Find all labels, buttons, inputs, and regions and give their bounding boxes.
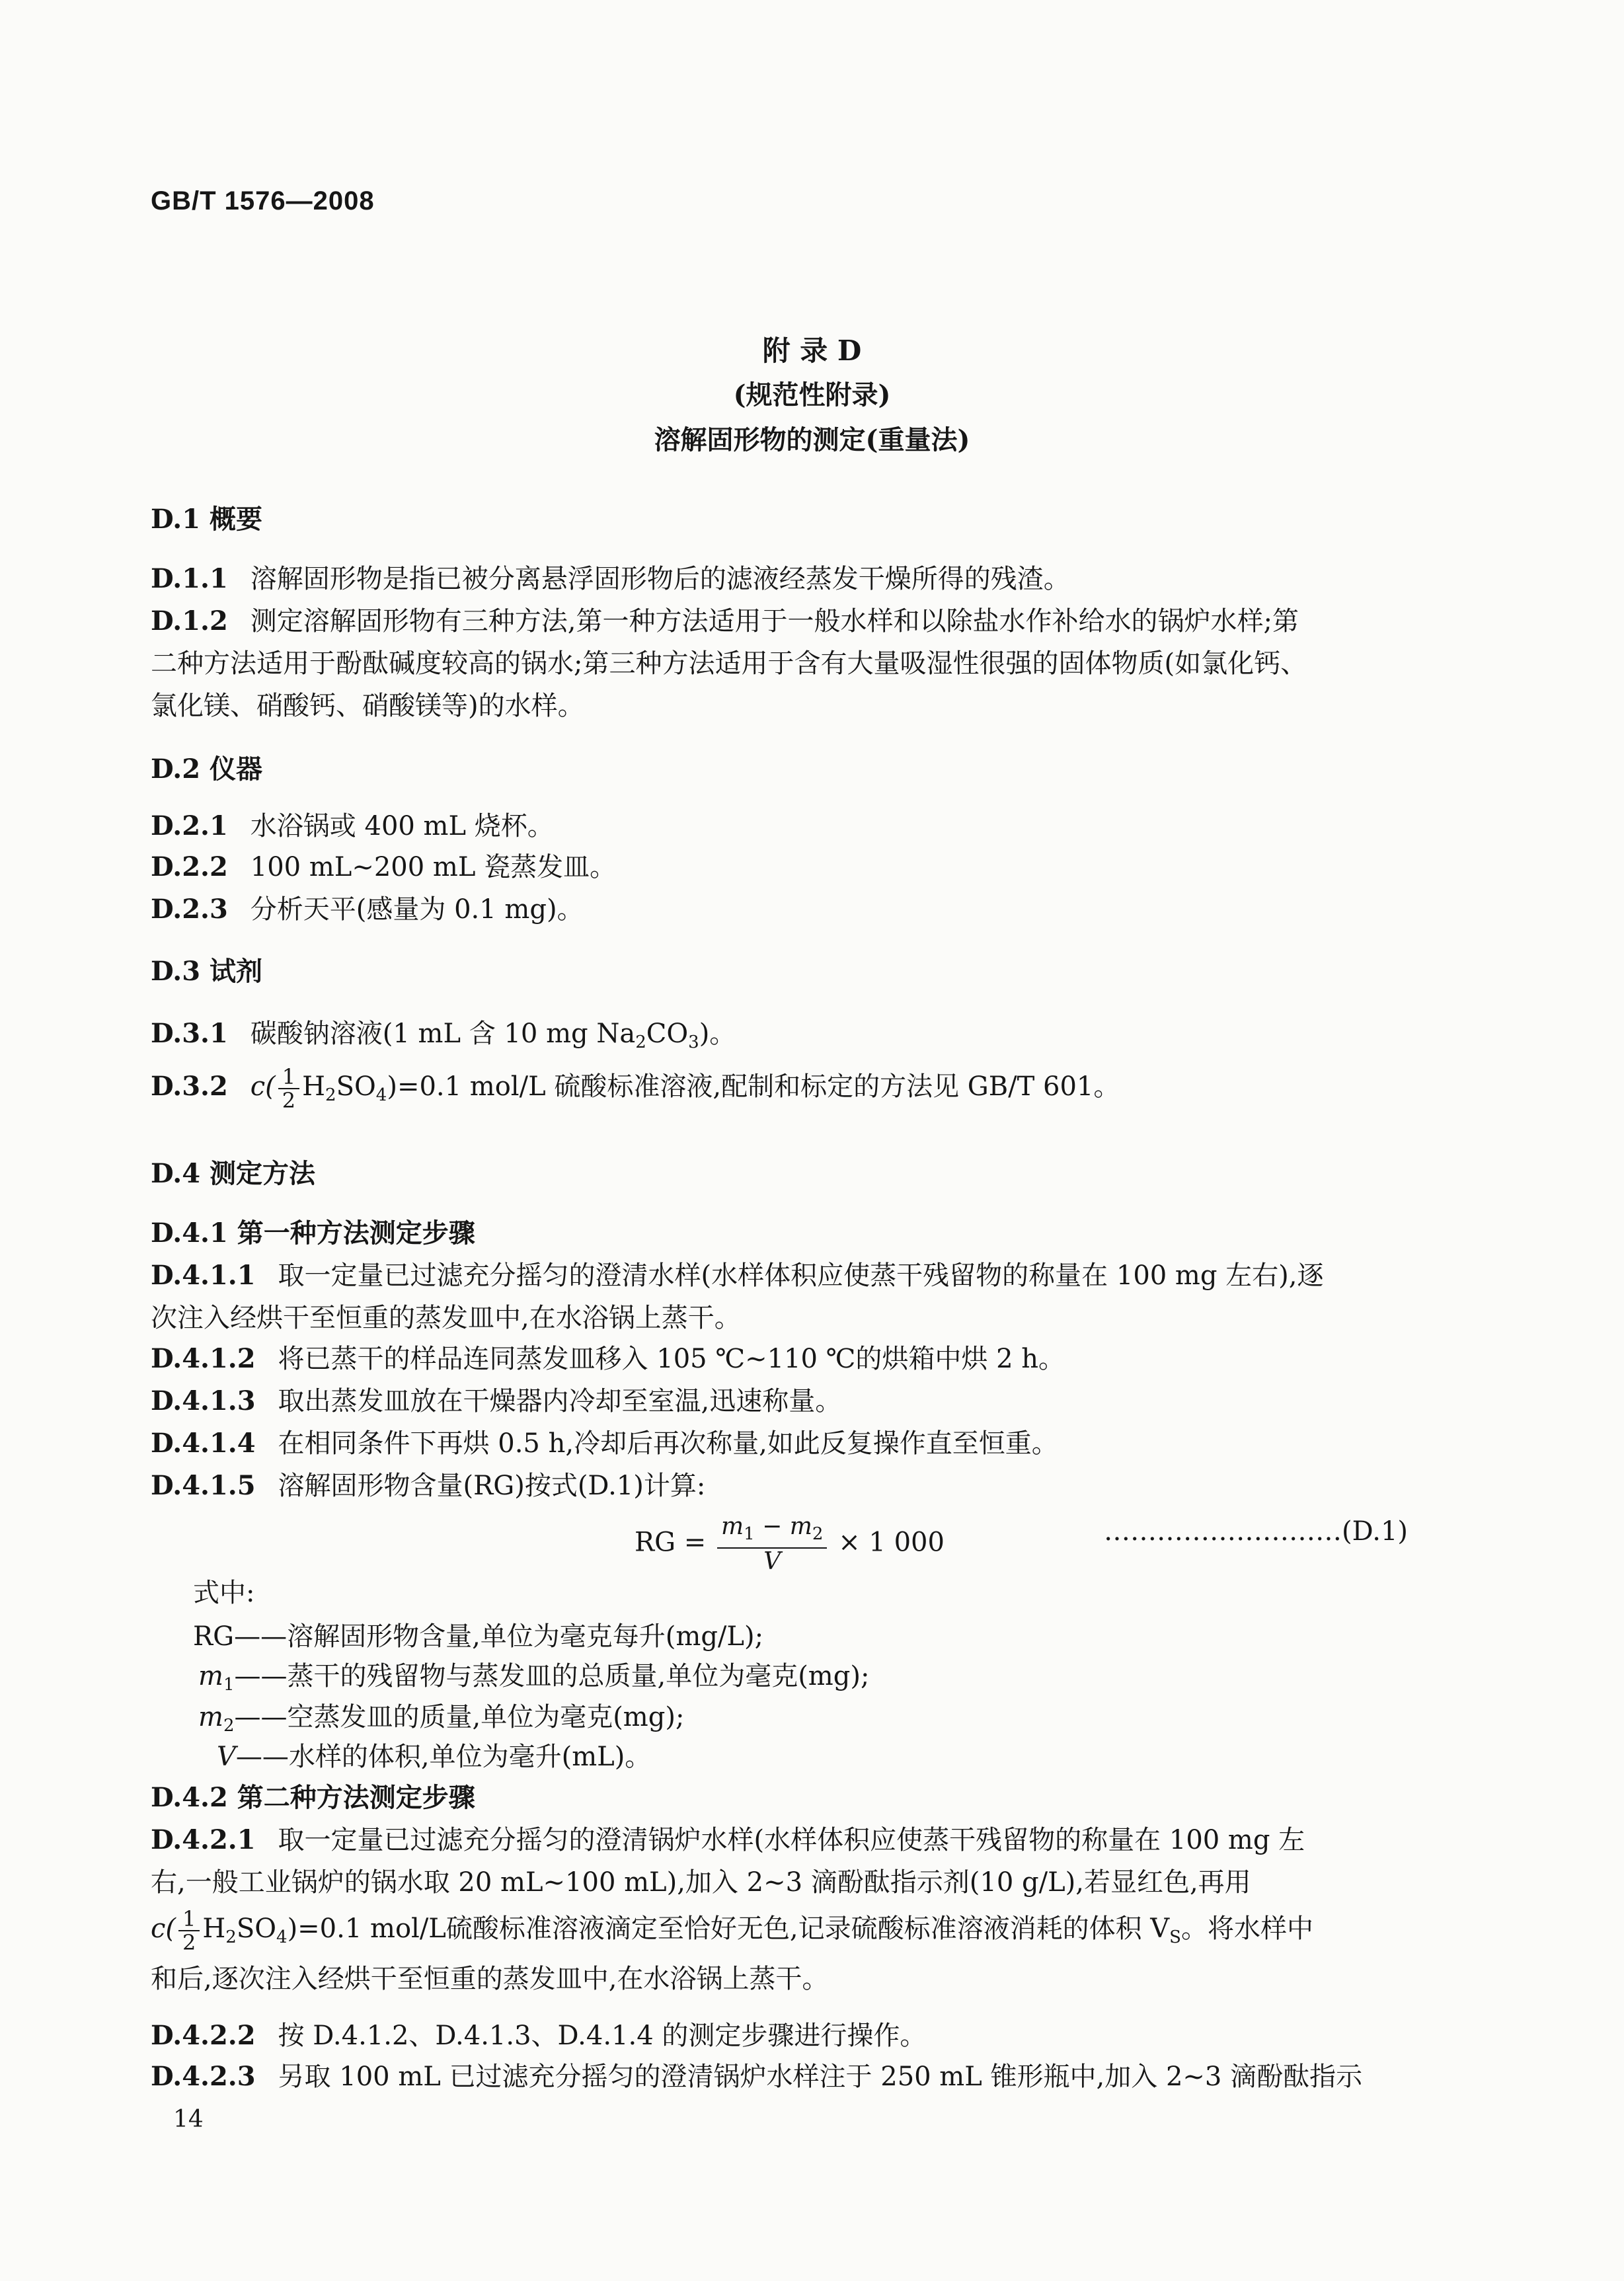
- paragraph-d2-3: [151, 894, 1479, 925]
- clause-text: 和后,逐次注入经烘干至恒重的蒸发皿中,在水浴锅上蒸干。: [151, 1964, 829, 1994]
- subscript: 2: [635, 1032, 646, 1052]
- clause-text: 次注入经烘干至恒重的蒸发皿中,在水浴锅上蒸干。: [151, 1303, 741, 1333]
- subsection-heading-d4-2: D.4.2 第二种方法测定步骤: [151, 1782, 475, 1813]
- where-label: 式中:: [193, 1578, 255, 1608]
- formula-text: H: [202, 1914, 226, 1944]
- paragraph-d2-2: [151, 851, 1479, 883]
- subscript: 4: [375, 1085, 387, 1105]
- clause-text: 右,一般工业锅炉的锅水取 20 mL~100 mL),加入 2~3 滴酚酞指示剂(10 g/L),若显红色,再用: [151, 1867, 1251, 1898]
- appendix-title: 附 录 D: [762, 334, 862, 367]
- clause-text: 氯化镁、硝酸钙、硝酸镁等)的水样。: [151, 691, 584, 721]
- clause-number: D.3.1: [151, 1018, 228, 1049]
- fraction-one-half: [278, 1065, 299, 1112]
- symbol-v: V: [763, 1548, 781, 1575]
- clause-text: )。: [699, 1019, 736, 1049]
- clause-number: D.4.1.4: [151, 1428, 256, 1459]
- clause-text: 。将水样中: [1180, 1914, 1313, 1944]
- clause-text: 取一定量已过滤充分摇匀的澄清锅炉水样(水样体积应使蒸干残留物的称量在 100 mg 左: [278, 1825, 1305, 1855]
- section-heading-d2: D.2 仪器: [151, 754, 262, 785]
- clause-text: 碳酸钠溶液(1 mL 含 10 mg Na: [250, 1019, 636, 1049]
- clause-text: 按 D.4.1.2、D.4.1.3、D.4.1.4 的测定步骤进行操作。: [278, 2021, 927, 2051]
- equation-lhs: RG =: [635, 1527, 707, 1558]
- page-number: 14: [173, 2106, 204, 2133]
- paragraph-d4-1-3: [151, 1385, 1479, 1417]
- section-heading-d1: D.1 概要: [151, 504, 262, 535]
- subscript: 2: [325, 1085, 336, 1105]
- subscript: 4: [276, 1927, 288, 1947]
- fraction-numerator: 1: [178, 1908, 200, 1931]
- paragraph-d4-1-1: [151, 1260, 1479, 1334]
- clause-text: )=0.1 mol/L硫酸标准溶液滴定至恰好无色,记录硫酸标准溶液消耗的体积 V: [287, 1914, 1170, 1944]
- variable-definition: ——水样的体积,单位为毫升(mL)。: [235, 1742, 652, 1772]
- paragraph-d3-1: [151, 1018, 1479, 1058]
- equation-numerator: [717, 1514, 827, 1549]
- equation-denominator: [717, 1549, 827, 1575]
- clause-number: D.4.1.1: [151, 1260, 256, 1291]
- symbol-v: V: [217, 1742, 236, 1772]
- concentration-symbol: c(: [151, 1914, 176, 1944]
- clause-number: D.2.2: [151, 851, 228, 882]
- clause-text: CO: [646, 1019, 689, 1049]
- standard-number: GB/T 1576—2008: [151, 186, 375, 215]
- clause-number: D.4.2.1: [151, 1824, 256, 1855]
- subscript: 1: [223, 1675, 235, 1695]
- paragraph-d4-1-2: [151, 1343, 1479, 1375]
- minus-sign: −: [754, 1513, 790, 1540]
- subscript: 2: [812, 1524, 824, 1544]
- formula-text: SO: [236, 1914, 277, 1944]
- fraction-one-half: [178, 1908, 200, 1954]
- clause-number: D.2.3: [151, 894, 228, 925]
- clause-text: 分析天平(感量为 0.1 mg)。: [250, 894, 584, 925]
- clause-text: 将已蒸干的样品连同蒸发皿移入 105 ℃~110 ℃的烘箱中烘 2 h。: [278, 1344, 1065, 1374]
- clause-number: D.2.1: [151, 810, 228, 841]
- equation-d1: [635, 1514, 945, 1575]
- appendix-name: 溶解固形物的测定(重量法): [654, 424, 970, 455]
- equation-fraction: [717, 1514, 827, 1575]
- paragraph-d4-1-4: [151, 1428, 1479, 1459]
- clause-text: 另取 100 mL 已过滤充分摇匀的澄清锅炉水样注于 250 mL 锥形瓶中,加入 2~3 滴酚酞指示: [278, 2062, 1363, 2092]
- clause-text: 在相同条件下再烘 0.5 h,冷却后再次称量,如此反复操作直至恒重。: [278, 1428, 1058, 1459]
- paragraph-d4-1-5: [151, 1470, 1479, 1502]
- variable-rg: RG——溶解固形物含量,单位为毫克每升(mg/L);: [193, 1621, 764, 1652]
- clause-text: 二种方法适用于酚酞碱度较高的锅水;第三种方法适用于含有大量吸湿性很强的固体物质(如氯化钙、: [151, 648, 1307, 679]
- clause-text: 水浴锅或 400 mL 烧杯。: [250, 811, 554, 841]
- subscript: 3: [688, 1032, 699, 1052]
- clause-number: D.3.2: [151, 1071, 228, 1102]
- subscript: 2: [225, 1927, 237, 1947]
- paragraph-d1-2: [151, 605, 1479, 722]
- variable-v: [217, 1741, 651, 1773]
- clause-text: )=0.1 mol/L 硫酸标准溶液,配制和标定的方法见 GB/T 601。: [387, 1071, 1120, 1102]
- clause-text: 溶解固形物是指已被分离悬浮固形物后的滤液经蒸发干燥所得的残渣。: [250, 564, 1070, 594]
- formula-text: H: [302, 1071, 326, 1102]
- symbol-m: m: [721, 1513, 744, 1540]
- fraction-numerator: 1: [278, 1065, 299, 1089]
- variable-m1: [198, 1660, 869, 1701]
- paragraph-d1-1: [151, 563, 1479, 595]
- clause-number: D.4.2.3: [151, 2061, 256, 2092]
- subsection-heading-d4-1: D.4.1 第一种方法测定步骤: [151, 1218, 475, 1249]
- paragraph-d4-2-3: [151, 2061, 1479, 2093]
- fraction-denominator: 2: [182, 1930, 196, 1955]
- subscript: 1: [744, 1524, 755, 1544]
- clause-number: D.4.1.3: [151, 1385, 256, 1416]
- clause-text: 测定溶解固形物有三种方法,第一种方法适用于一般水样和以除盐水作补给水的锅炉水样;第: [250, 606, 1299, 637]
- symbol-m: m: [789, 1513, 812, 1540]
- clause-text: 取一定量已过滤充分摇匀的澄清水样(水样体积应使蒸干残留物的称量在 100 mg 左右),逐: [278, 1260, 1324, 1291]
- variable-definition: ——空蒸发皿的质量,单位为毫克(mg);: [234, 1702, 685, 1732]
- clause-text: 取出蒸发皿放在干燥器内冷却至室温,迅速称量。: [278, 1386, 842, 1416]
- subscript: S: [1169, 1927, 1181, 1947]
- symbol-m: m: [198, 1702, 223, 1732]
- clause-text: 溶解固形物含量(RG)按式(D.1)计算:: [278, 1471, 706, 1501]
- clause-line: [151, 1908, 1479, 1954]
- subscript: 2: [223, 1716, 235, 1736]
- equation-rhs: × 1 000: [838, 1527, 945, 1558]
- concentration-symbol: c(: [250, 1071, 276, 1102]
- appendix-type: (规范性附录): [733, 379, 891, 410]
- symbol-m: m: [198, 1661, 223, 1691]
- clause-number: D.4.1.2: [151, 1343, 256, 1374]
- clause-number: D.1.2: [151, 605, 228, 637]
- section-heading-d3: D.3 试剂: [151, 956, 262, 987]
- paragraph-d2-1: [151, 810, 1479, 842]
- paragraph-d4-2-1: [151, 1824, 1479, 1995]
- equation-number: ………………………(D.1): [1104, 1516, 1409, 1547]
- section-heading-d4: D.4 测定方法: [151, 1158, 315, 1189]
- clause-number: D.1.1: [151, 563, 228, 594]
- variable-m2: [198, 1701, 684, 1742]
- formula-text: SO: [336, 1071, 376, 1102]
- clause-text: 100 mL~200 mL 瓷蒸发皿。: [250, 852, 617, 882]
- clause-number: D.4.2.2: [151, 2020, 256, 2051]
- paragraph-d3-2: [151, 1065, 1479, 1112]
- variable-definition: ——蒸干的残留物与蒸发皿的总质量,单位为毫克(mg);: [234, 1661, 870, 1691]
- paragraph-d4-2-2: [151, 2020, 1479, 2052]
- clause-number: D.4.1.5: [151, 1470, 256, 1501]
- fraction-denominator: 2: [282, 1088, 296, 1113]
